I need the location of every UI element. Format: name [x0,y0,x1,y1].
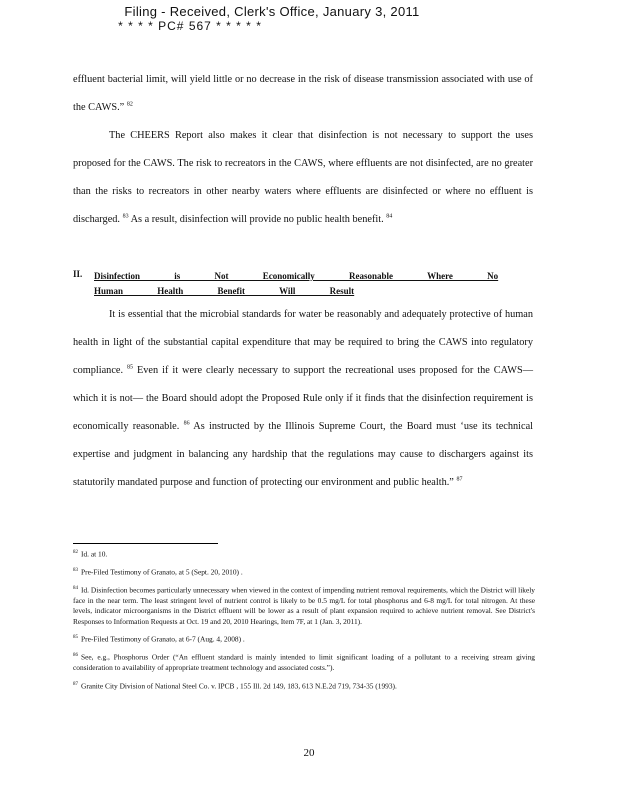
footnote-85 [73,633,535,645]
footnote-number: 86 [73,653,78,659]
paragraph-1 [73,66,533,122]
paragraph-3-text-c: As instructed by the Illinois Supreme Court, the Board must ‘use its technical expertise and judgment in balancing any hardship that the regulations may cause to dischargers against its statutorily mandated purpose and function of protecting our environment and public health.” [73,421,533,488]
footnote-number: 83 [73,567,78,573]
footnote-ref-87[interactable]: 87 [456,476,463,483]
footnote-83 [73,566,535,578]
footnote-number: 84 [73,585,78,591]
paragraph-2-text-b: As a result, disinfection will provide no public health benefit. [130,214,384,225]
footnote-84 [73,584,535,627]
footnote-number: 85 [73,635,78,641]
footnote-ref-82[interactable]: 82 [126,101,133,108]
footnote-ref-83[interactable]: 83 [122,213,129,220]
footnote-divider [73,543,218,544]
footnote-text: Id. Disinfection becomes particularly unnecessary when viewed in the context of impending nutrient removal requirements, which the District will likely face in the near term. The least stringent level of nutrient control is likely to be 0.5 mg/L for total phosphorus and 6-8 mg/L for total nitrogen. At these levels, indicator microorganisms in the District effluent will be lower as a result of plant expansion required to achieve nutrient removal. See District's Responses to Information Requests at Oct. 19 and 20, 2010 Hearings, Item 7F, at 1 (Jan. 3, 2011). [73,585,535,626]
footnote-86 [73,651,535,673]
footnote-text: See, e.g., Phosphorus Order (“An effluent standard is mainly intended to limit significant loading of a pollutant to a receiving stream giving consideration to availability of appropriate treatment technology and associated costs.”). [73,652,535,673]
footnote-87 [73,680,535,692]
paragraph-3-text-a: It is essential that the microbial standards for water be reasonably and adequately protective of human health in light of the substantial capital expenditure that may be required to bring the CAWS into regulatory compliance. [73,309,533,376]
section-title: Disinfection is Not Economically Reasonable Where No Human Health Benefit Will Result [94,271,499,296]
footnote-ref-84[interactable]: 84 [386,213,393,220]
footnote-number: 82 [73,550,78,555]
paragraph-2-text-a: The CHEERS Report also makes it clear that disinfection is not necessary to support the uses proposed for the CAWS. The risk to recreators in the CAWS, where effluents are not disinfected, are no greater than the risks to recreators in other nearby waters where effluents are disinfected or where no effluent is discharged. [73,130,533,225]
footnote-82 [73,548,535,560]
pc-number-header: * * * * PC# 567 * * * * * [118,19,262,33]
footnote-ref-85[interactable]: 85 [127,364,134,371]
paragraph-2 [73,122,533,234]
footnote-ref-86[interactable]: 86 [183,420,190,427]
footnote-text: Granite City Division of National Steel Co. v. IPCB , 155 Ill. 2d 149, 183, 613 N.E.2d 719, 734-35 (1993). [81,681,397,691]
filing-header: Filing - Received, Clerk's Office, January 3, 2011 [124,4,420,19]
footnote-text: Pre-Filed Testimony of Granato, at 6-7 (Aug. 4, 2008) . [81,634,245,644]
footnote-text: Id. at 10. [81,549,108,559]
footnote-number: 87 [73,681,78,687]
paragraph-3 [73,301,533,497]
page-number: 20 [303,747,315,759]
footnotes [73,548,535,698]
footnote-text: Pre-Filed Testimony of Granato, at 5 (Sept. 20, 2010) . [81,567,243,577]
section-number: II. [73,269,83,279]
paragraph-3-text-b: Even if it were clearly necessary to support the recreational uses proposed for the CAWS—which it is not— the Board should adopt the Proposed Rule only if it finds that the disinfection requirement is economically reasonable. [73,365,533,432]
paragraph-1-text: effluent bacterial limit, will yield little or no decrease in the risk of disease transmission associated with use of the CAWS.” [73,74,533,113]
